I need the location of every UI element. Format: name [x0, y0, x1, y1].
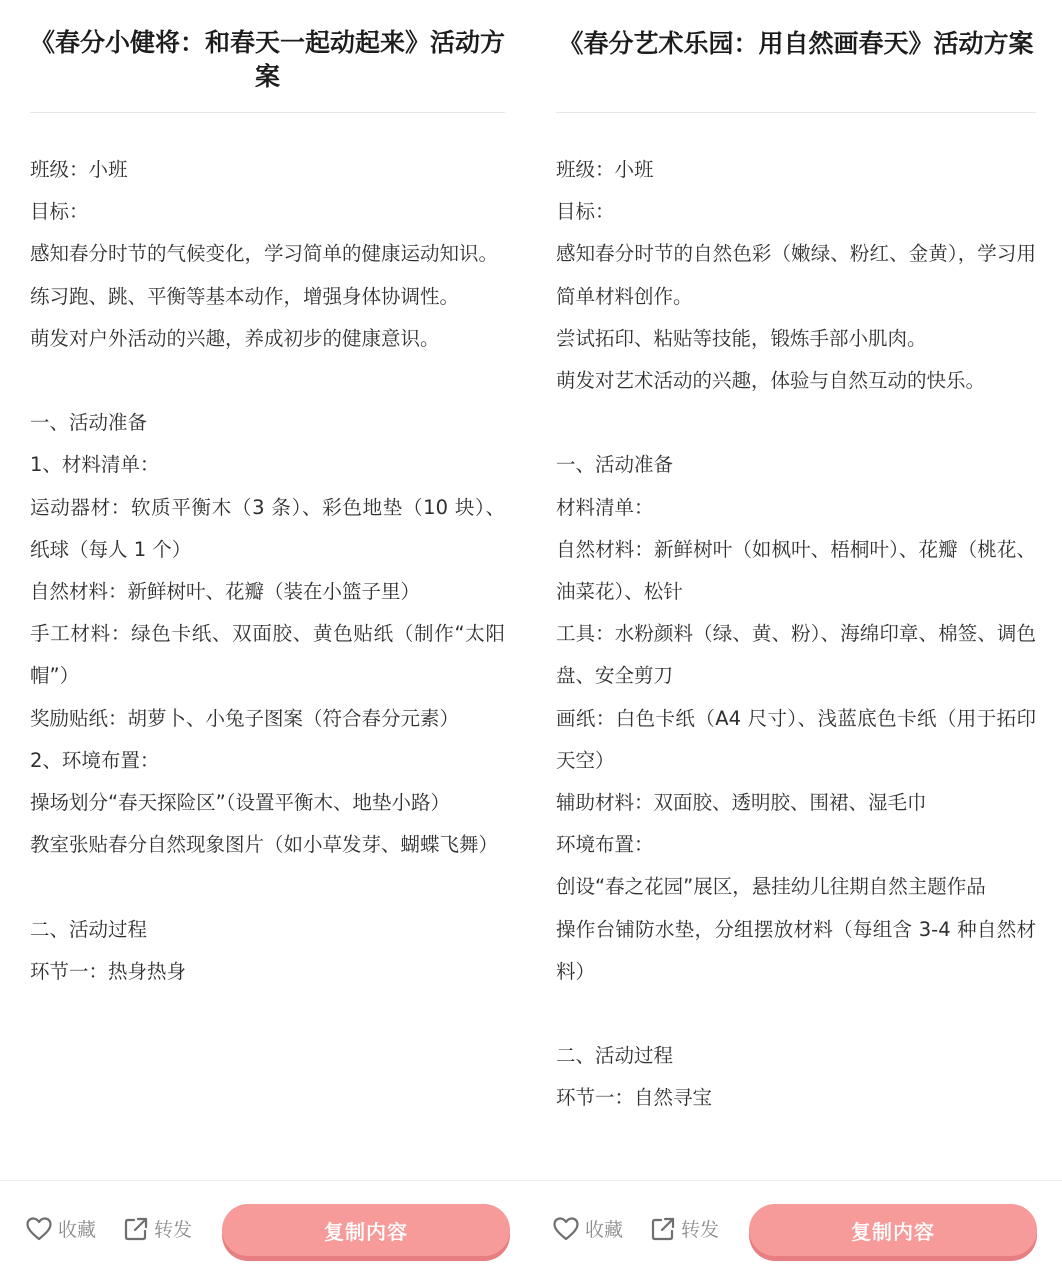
right-favorite-label: 收藏 [585, 1219, 624, 1241]
right-share-button[interactable] [651, 1215, 719, 1242]
left-title: 《春分小健将：和春天一起动起来》活动方案 [30, 28, 506, 91]
left-body [30, 113, 505, 993]
right-paragraph: 尝试拓印、粘贴等技能，锻炼手部小肌肉。 [556, 326, 927, 350]
right-paragraph: 辅助材料：双面胶、透明胶、围裙、湿毛巾 [556, 791, 927, 815]
heart-icon [26, 1217, 52, 1241]
left-blank-line [30, 866, 505, 908]
left-action-bar [0, 1180, 531, 1275]
left-paragraph: 奖励贴纸：胡萝卜、小兔子图案（符合春分元素） [30, 706, 460, 730]
left-paragraph: 二、活动过程 [30, 917, 148, 941]
left-share-label: 转发 [154, 1219, 193, 1241]
right-paragraph: 环境布置： [556, 833, 654, 857]
right-paragraph: 二、活动过程 [556, 1044, 674, 1068]
right-favorite-button[interactable] [553, 1215, 623, 1242]
right-paragraph: 感知春分时节的自然色彩（嫩绿、粉红、金黄），学习用简单材料创作。 [556, 242, 1036, 308]
left-paragraph: 萌发对户外活动的兴趣，养成初步的健康意识。 [30, 326, 440, 350]
right-paragraph: 一、活动准备 [556, 453, 674, 477]
left-paragraph: 操场划分“春天探险区”（设置平衡木、地垫小路） [30, 791, 450, 815]
right-blank-line [556, 993, 1036, 1035]
right-paragraph: 创设“春之花园”展区，悬挂幼儿往期自然主题作品 [556, 875, 986, 899]
left-paragraph: 一、活动准备 [30, 411, 148, 435]
right-paragraph: 环节一：自然寻宝 [556, 1086, 713, 1110]
left-share-button[interactable] [124, 1215, 192, 1242]
right-card [531, 0, 1062, 1275]
left-paragraph: 教室张贴春分自然现象图片（如小草发芽、蝴蝶飞舞） [30, 833, 499, 857]
share-icon [651, 1217, 675, 1241]
left-copy-content-button[interactable]: 复制内容 [222, 1204, 510, 1256]
left-favorite-button[interactable] [26, 1215, 96, 1242]
left-paragraph: 自然材料：新鲜树叶、花瓣（装在小篮子里） [30, 580, 421, 604]
left-paragraph: 感知春分时节的气候变化，学习简单的健康运动知识。 [30, 242, 499, 266]
left-paragraph: 目标： [30, 200, 89, 224]
left-paragraph: 班级：小班 [30, 158, 128, 181]
right-paragraph: 自然材料：新鲜树叶（如枫叶、梧桐叶）、花瓣（桃花、油菜花）、松针 [556, 537, 1036, 604]
right-paragraph: 操作台铺防水垫，分组摆放材料（每组含 3-4 种自然材料） [556, 917, 1036, 983]
right-share-label: 转发 [681, 1219, 720, 1241]
heart-icon [553, 1217, 579, 1241]
left-paragraph: 环节一：热身热身 [30, 959, 187, 983]
right-paragraph: 萌发对艺术活动的兴趣，体验与自然互动的快乐。 [556, 369, 986, 393]
left-paragraph: 1、材料清单： [30, 453, 160, 477]
left-paragraph: 手工材料：绿色卡纸、双面胶、黄色贴纸（制作“太阳帽”） [30, 622, 505, 688]
right-paragraph: 工具：水粉颜料（绿、黄、粉）、海绵印章、棉签、调色盘、安全剪刀 [556, 622, 1036, 688]
right-body [556, 113, 1036, 1120]
left-paragraph: 2、环境布置： [30, 748, 160, 772]
right-paragraph: 画纸：白色卡纸（A4 尺寸）、浅蓝底色卡纸（用于拓印天空） [556, 706, 1036, 772]
right-paragraph: 材料清单： [556, 495, 654, 519]
right-blank-line [556, 402, 1036, 444]
right-title: 《春分艺术乐园：用自然画春天》活动方案 [558, 29, 1034, 58]
left-blank-line [30, 360, 505, 402]
left-paragraph: 运动器材：软质平衡木（3 条）、彩色地垫（10 块）、纸球（每人 1 个） [30, 495, 505, 561]
right-action-bar [531, 1180, 1062, 1275]
left-favorite-label: 收藏 [58, 1219, 97, 1241]
right-paragraph: 目标： [556, 200, 615, 224]
right-copy-content-button[interactable]: 复制内容 [749, 1204, 1037, 1256]
share-icon [124, 1217, 148, 1241]
right-paragraph: 班级：小班 [556, 158, 654, 181]
left-paragraph: 练习跑、跳、平衡等基本动作，增强身体协调性。 [30, 284, 460, 308]
